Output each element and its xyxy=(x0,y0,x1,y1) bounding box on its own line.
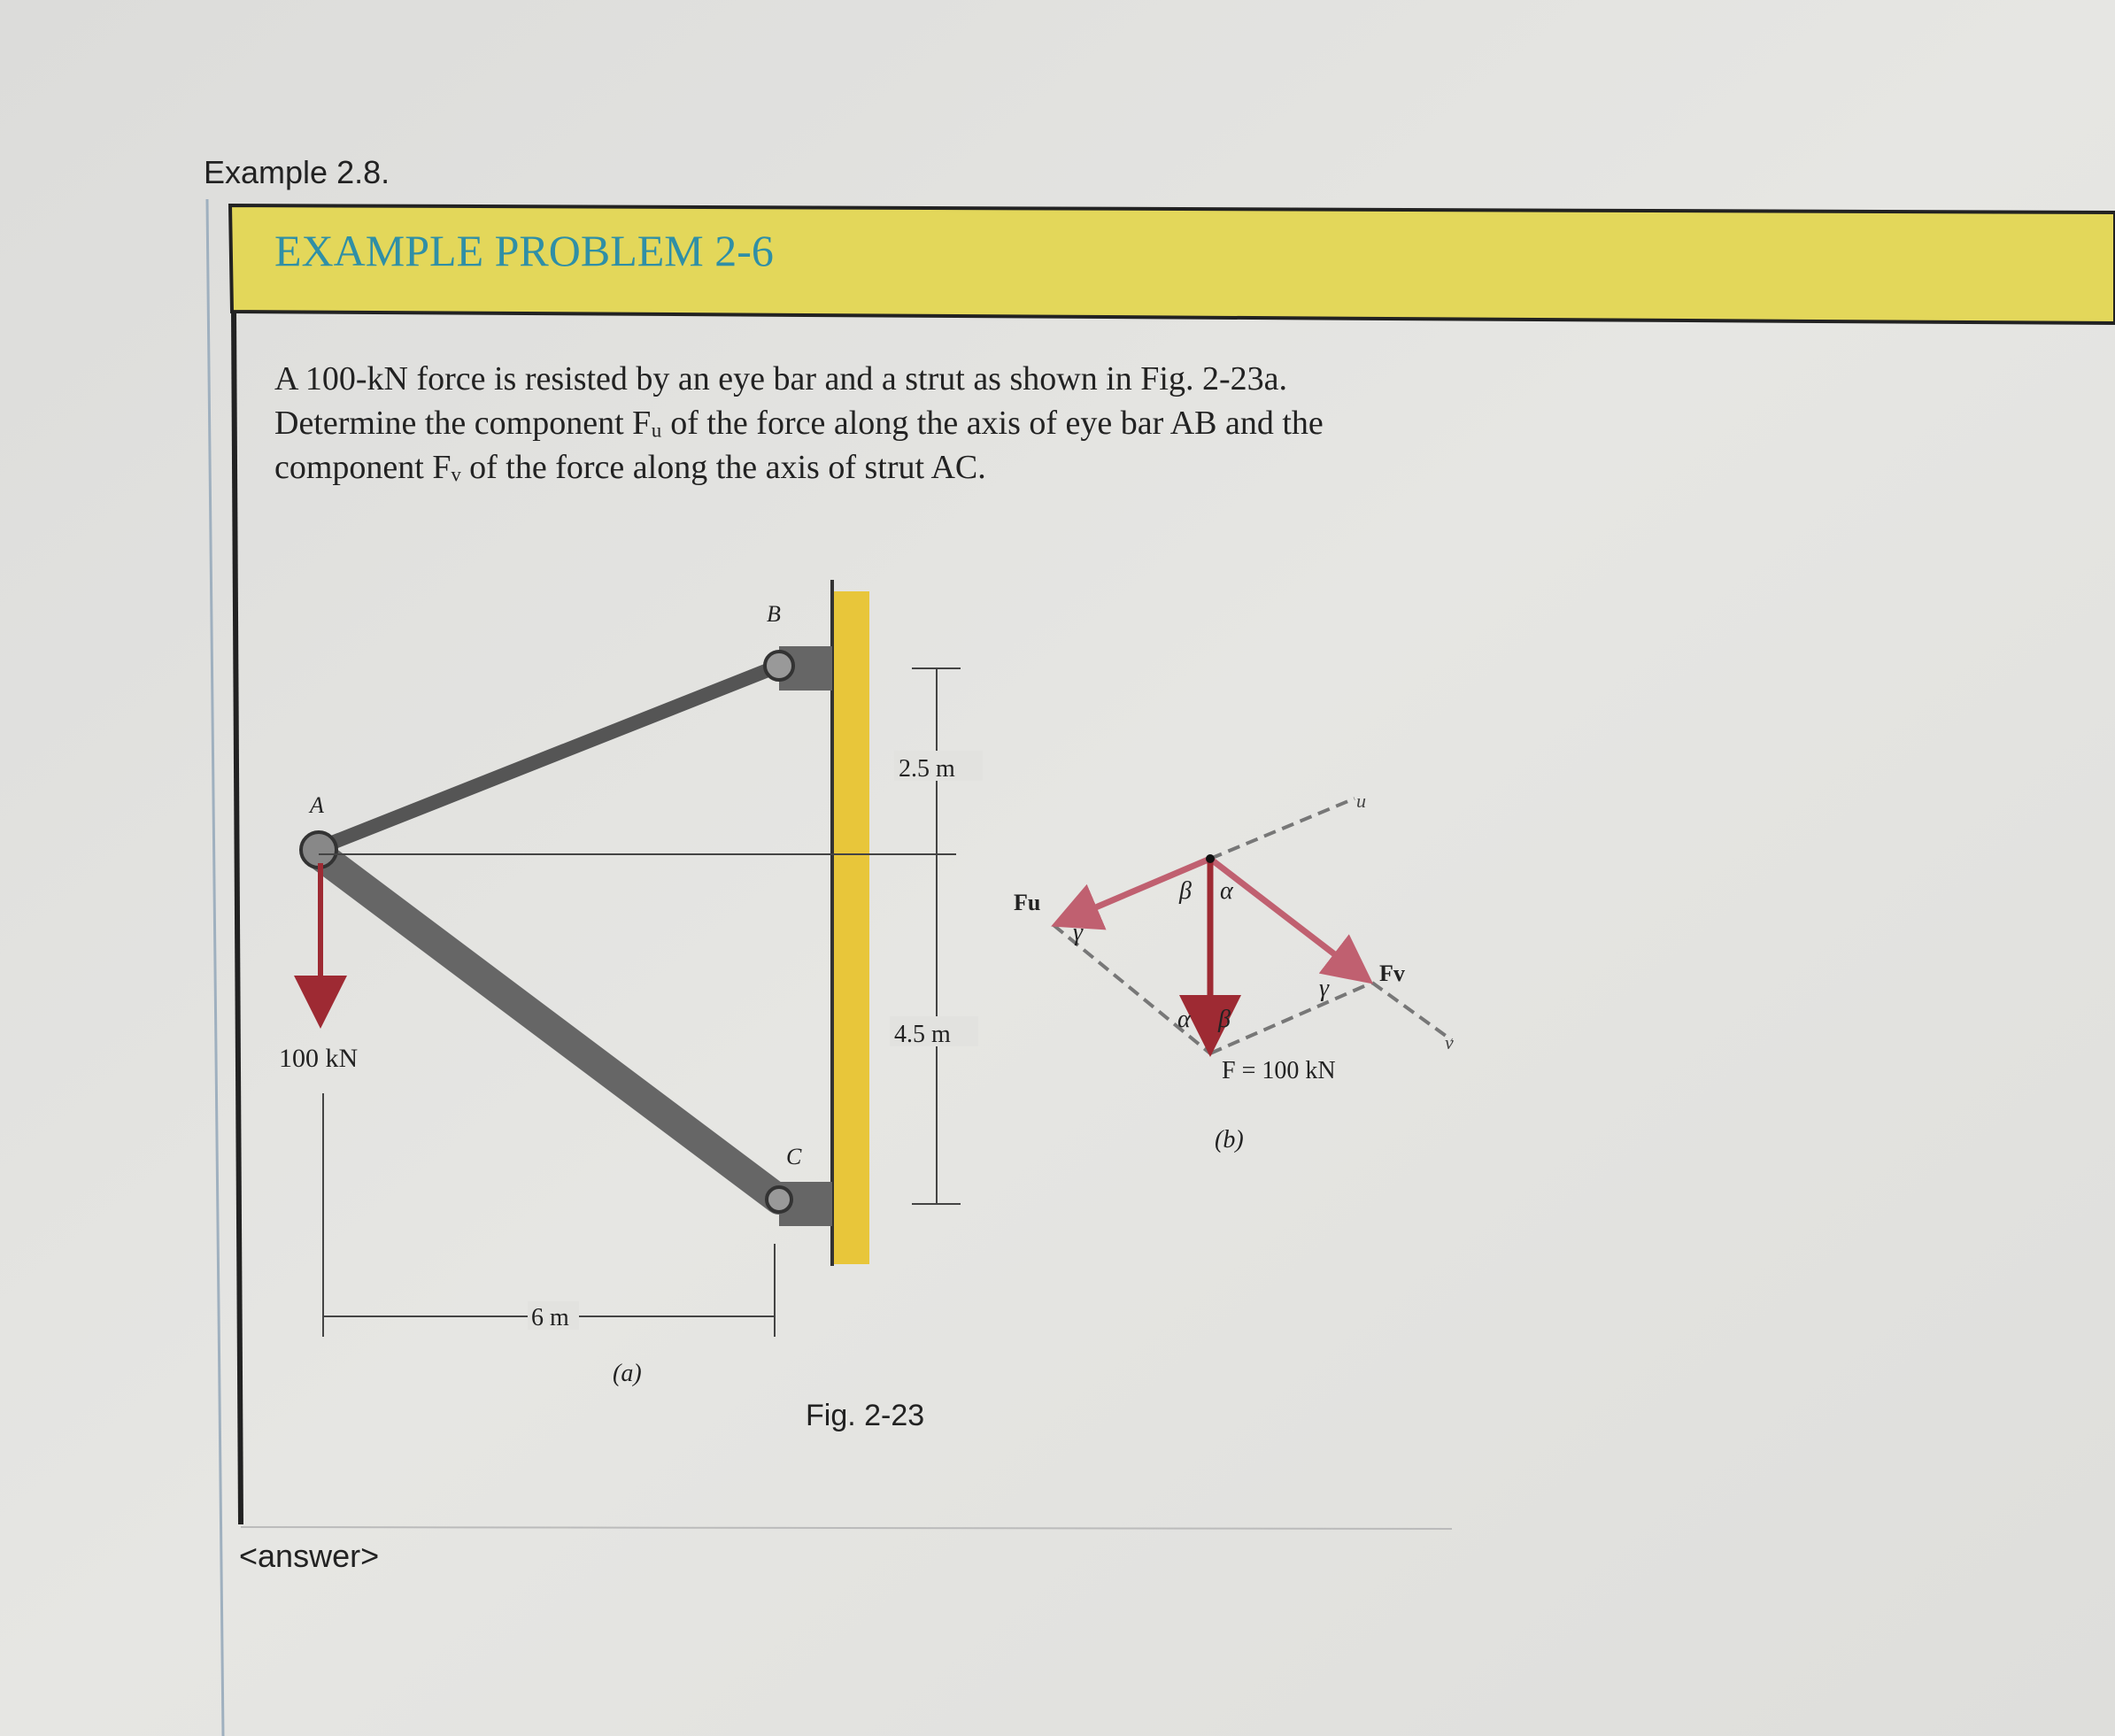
label-v: v xyxy=(1445,1031,1454,1053)
wall xyxy=(832,591,869,1264)
pin-a xyxy=(301,832,336,868)
angle-alpha-bottom: α xyxy=(1177,1006,1191,1033)
angle-beta-bottom: β xyxy=(1218,1006,1231,1033)
problem-line-1: A 100-kN force is resisted by an eye bar and a strut as shown in Fig. 2-23a. xyxy=(274,360,1287,397)
label-c: C xyxy=(786,1144,802,1169)
label-b: B xyxy=(767,601,781,627)
origin-point xyxy=(1206,854,1215,863)
label-a: A xyxy=(310,792,324,818)
load-label: 100 kN xyxy=(279,1044,359,1073)
angle-gamma-left: γ xyxy=(1073,919,1084,946)
pin-b xyxy=(765,652,793,680)
force-label: F = 100 kN xyxy=(1222,1057,1336,1084)
caption-b: (b) xyxy=(1215,1126,1244,1153)
pin-c xyxy=(767,1187,791,1212)
problem-line-2: Determine the component Fᵤ of the force along the axis of eye bar AB and the xyxy=(274,405,1324,442)
label-fu: Fu xyxy=(1014,890,1041,915)
problem-line-3: component Fᵥ of the force along the axis of strut AC. xyxy=(274,449,986,486)
figure-caption: Fig. 2-23 xyxy=(806,1399,925,1432)
label-fv: Fv xyxy=(1379,961,1405,986)
angle-alpha-top: α xyxy=(1220,877,1233,905)
example-heading: Example 2.8. xyxy=(204,154,390,190)
label-u: u xyxy=(1356,790,1366,812)
caption-a: (a) xyxy=(613,1360,642,1387)
angle-gamma-right: γ xyxy=(1319,975,1330,1002)
answer-placeholder[interactable]: <answer> xyxy=(239,1538,380,1574)
banner-title: EXAMPLE PROBLEM 2-6 xyxy=(274,226,774,275)
dim-horizontal-label: 6 m xyxy=(531,1304,569,1331)
dim-lower-label: 4.5 m xyxy=(894,1021,951,1048)
angle-beta-top: β xyxy=(1179,877,1192,905)
dim-upper-label: 2.5 m xyxy=(899,755,955,783)
